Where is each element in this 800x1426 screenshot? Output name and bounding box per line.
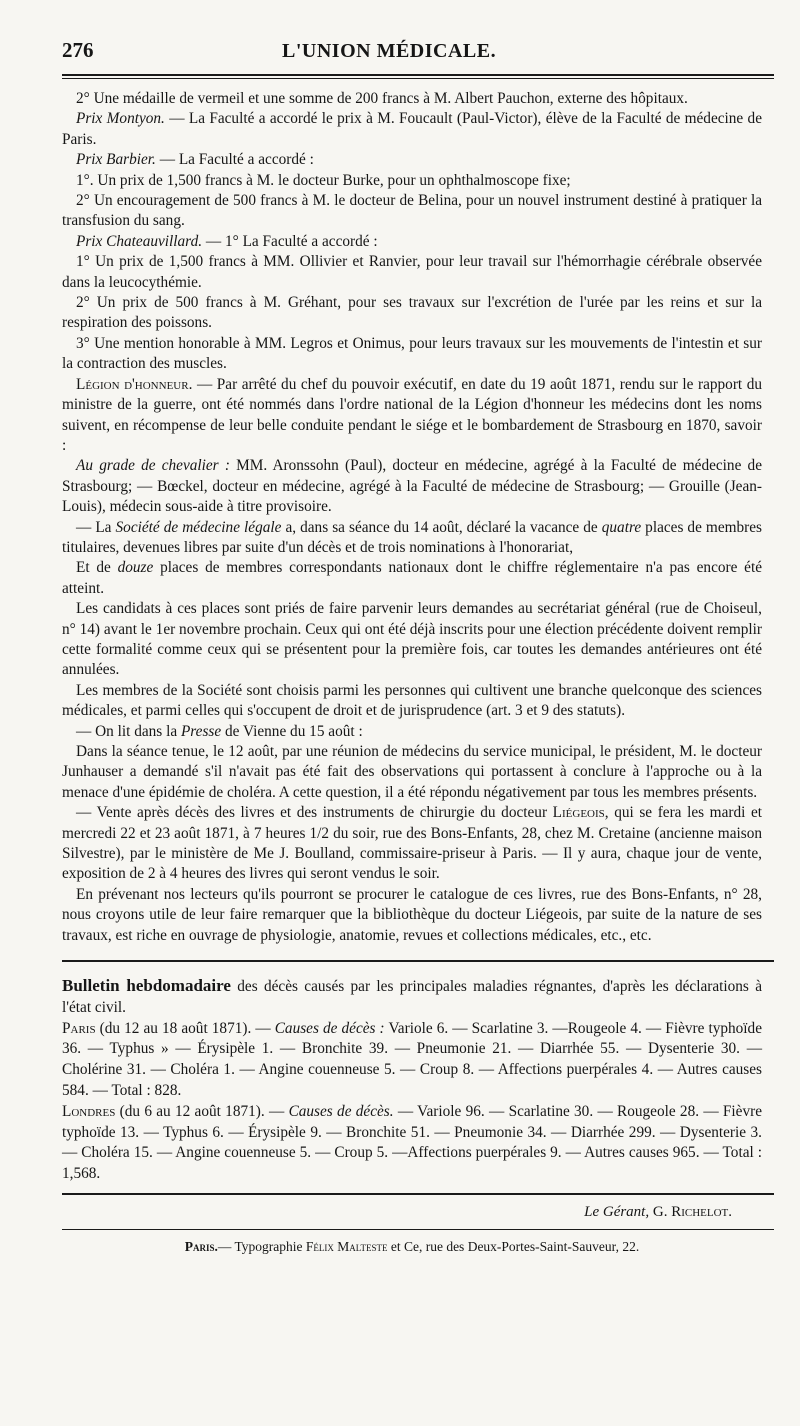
paragraph-montyon: Prix Montyon. — La Faculté a accordé le prix à M. Foucault (Paul-Victor), élève de la Faculté de médecine de Paris. (62, 110, 762, 148)
running-header (62, 38, 762, 72)
bulletin-section (62, 976, 762, 1185)
bottom-rule (62, 1193, 774, 1195)
prize-label: Prix Barbier. (76, 151, 156, 169)
paragraph-chevalier: Au grade de chevalier : MM. Aronssohn (Paul), docteur en médecine, agrégé à la Faculté de médecine de Strasbourg; — Bœckel, docteur en médecine, agrégé à la Faculté de médecine de Strasbourg; — Grouille (Jean-Louis), médecin sous-aide à titre provisoire. (62, 457, 762, 516)
paragraph-legion: Légion d'honneur. — Par arrêté du chef du pouvoir exécutif, en date du 19 août 1871, rendu sur le rapport du ministre de la guerre, ont été nommés dans l'ordre national de la Légion d'honneur les médecins dont les noms suivent, en récompense de leur belle conduite pendant le siége et le bombardement de Strasbourg en 1870, savoir : (62, 375, 762, 454)
printer-imprint: Paris.— Typographie Félix Malteste et Ce, rue des Deux-Portes-Saint-Sauveur, 22. (184, 1239, 640, 1255)
list-item: 1° Un prix de 1,500 francs à MM. Ollivier et Ranvier, pour leur travail sur l'hémorrhagie cérébrale observée dans la leucocythémie. (62, 253, 762, 291)
article-body (62, 89, 762, 946)
paragraph-douze: Et de douze places de membres correspondants nationaux dont le chiffre réglementaire n'a pas encore été atteint. (62, 559, 762, 597)
list-item: 2° Un prix de 500 francs à M. Gréhant, pour ses travaux sur l'excrétion de l'urée par les reins et sur la respiration des poissons. (62, 294, 762, 332)
section-rule (62, 960, 774, 962)
paragraph-vienne: Dans la séance tenue, le 12 août, par une réunion de médecins du service municipal, le président, M. le docteur Junhauser a demandé s'il n'avait pas été fait des observations qui portassent à conclure à l'approche ou à la menace d'une épidémie de choléra. A cette question, il a été répondu négativement par tous les membres présents. (62, 743, 762, 801)
paragraph-societe: — La Société de médecine légale a, dans sa séance du 14 août, déclaré la vacance de quatre places de membres titulaires, devenues libres par suite d'un décès et de trois nominations à l'honorariat, (62, 518, 762, 556)
bulletin-paris: Paris (du 12 au 18 août 1871). — Causes de décès : Variole 6. — Scarlatine 3. —Rougeole 4. — Fièvre typhoïde 36. — Typhus » — Érysipèle 1. — Bronchite 39. — Pneumonie 21. — Diarrhée 55. — Dysenterie 30. — Cholérine 31. — Choléra 1. — Angine couenneuse 5. — Croup 8. — Affections puerpérales 4. — Autres causes 584. — Total : 828. (62, 1019, 762, 1100)
paragraph-membres: Les membres de la Société sont choisis parmi les personnes qui cultivent une branche quelconque des sciences médicales, et parmi celles qui s'occupent de droit et de jurisprudence (art. 3 et 9 des statuts). (62, 681, 762, 720)
imprint-rule (62, 1229, 774, 1230)
list-item: 1°. Un prix de 1,500 francs à M. le docteur Burke, pour un ophthalmoscope fixe; (76, 171, 571, 189)
list-item: 3° Une mention honorable à MM. Legros et Onimus, pour leurs travaux sur les mouvements de l'intestin et sur la contraction des muscles. (62, 334, 762, 373)
society-name: Société de médecine légale (115, 518, 282, 536)
bulletin-title: Bulletin hebdomadaire (62, 976, 231, 996)
page-number: 276 (62, 38, 94, 62)
paragraph-candidats: Les candidats à ces places sont priés de faire parvenir leurs demandes au secrétariat général (rue de Choiseul, n° 14) avant le 1er novembre prochain. Ceux qui ont été déjà inscrits pour une élection précédente doivent remplir cette formalité comme ceux qui se présentent pour la première fois, car toutes les demandes antérieures ont été annulées. (62, 600, 762, 679)
paragraph-barbier: Prix Barbier. — La Faculté a accordé : (76, 151, 314, 169)
paragraph-presse: — On lit dans la Presse de Vienne du 15 août : (76, 722, 363, 740)
bulletin-heading: Bulletin hebdomadaire des décès causés par les principales maladies régnantes, d'après les déclarations à l'état civil. (62, 976, 762, 1016)
section-label: Au grade de chevalier : (76, 457, 230, 475)
journal-title: L'UNION MÉDICALE. (282, 40, 497, 62)
paragraph-vente: — Vente après décès des livres et des instruments de chirurgie du docteur Liégeois, qui se fera les mardi et mercredi 22 et 23 août 1871, à 7 heures 1/2 du soir, rue des Bons-Enfants, 28, chez M. Cretaine (ancienne maison Silvestre), par le ministère de Me J. Boulland, commissaire-priseur à Paris. — Il y aura, chaque jour de vente, exposition de 2 à 4 heures des livres qui seront vendus le soir. (62, 804, 762, 883)
bulletin-londres: Londres (du 6 au 12 août 1871). — Causes de décès. — Variole 96. — Scarlatine 30. — Rougeole 28. — Fièvre typhoïde 13. — Typhus 6. — Érysipèle 9. — Bronchite 51. — Pneumonie 34. — Diarrhée 299. — Dysenterie 3. — Choléra 15. — Angine couenneuse 5. — Croup 5. —Affections puerpérales 9. — Autres causes 965. — Total : 1,568. (62, 1102, 762, 1183)
paragraph-chateauvillard: Prix Chateauvillard. — 1° La Faculté a accordé : (76, 232, 378, 250)
paragraph-prevenant: En prévenant nos lecteurs qu'ils pourront se procurer le catalogue de ces livres, rue des Bons-Enfants, n° 28, nous croyons utile de leur faire remarquer que la bibliothèque du docteur Liégeois, par suite de la nature de ses travaux, est riche en ouvrage de physiologie, anatomie, revues et collections médicales, etc., etc. (62, 885, 762, 944)
header-rule (62, 74, 774, 79)
signature: Le Gérant, G. Richelot. (584, 1204, 732, 1221)
prize-label: Prix Montyon. (76, 110, 165, 128)
paragraph-medaille: 2° Une médaille de vermeil et une somme de 200 francs à M. Albert Pauchon, externe des hôpitaux. (76, 90, 688, 107)
section-label: Légion d'honneur. (76, 375, 193, 393)
list-item: 2° Un encouragement de 500 francs à M. le docteur de Belina, pour un nouvel instrument destiné à pratiquer la transfusion du sang. (62, 192, 762, 230)
prize-label: Prix Chateauvillard. (76, 232, 203, 250)
